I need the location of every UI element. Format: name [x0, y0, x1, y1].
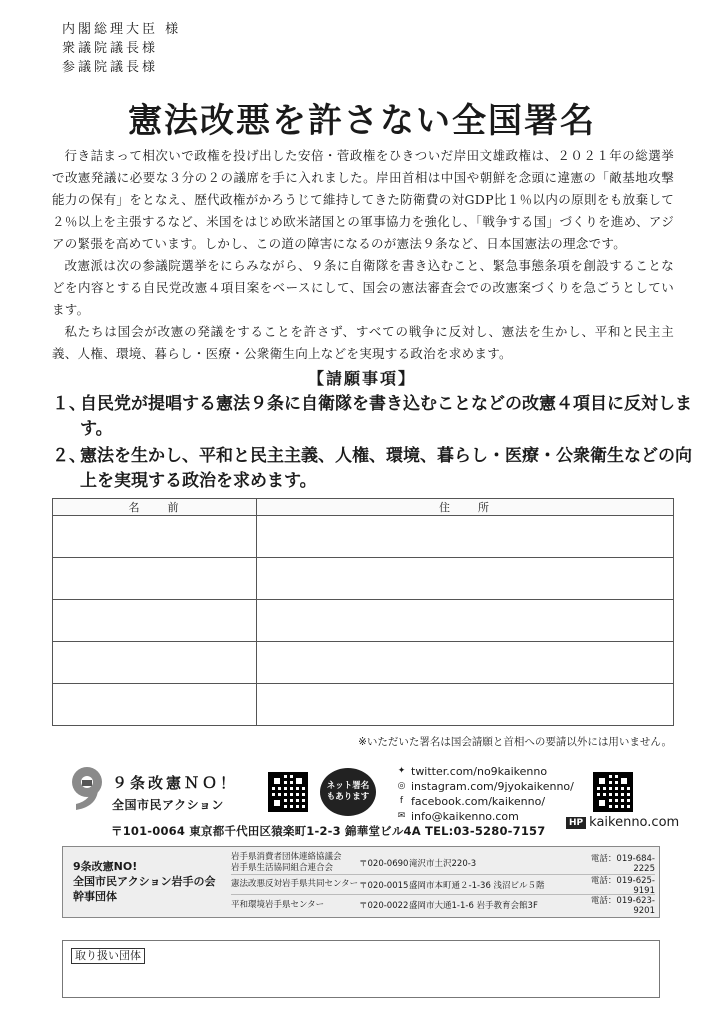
address-column-header: 住 所: [257, 499, 674, 516]
homepage-url: kaikenno.com: [589, 815, 680, 830]
committee-name-line: 幹事団体: [73, 890, 117, 903]
committee-name-line: 全国市民アクション岩手の会: [73, 875, 216, 888]
committee-org: [231, 879, 359, 890]
net-badge-line1: ネット署名: [326, 781, 370, 791]
committee-row: [231, 875, 655, 895]
twitter-link[interactable]: [396, 764, 574, 779]
signature-table: [52, 498, 674, 726]
petition-item: [52, 444, 692, 494]
name-cell[interactable]: [53, 516, 257, 558]
table-row: [53, 642, 674, 684]
name-cell[interactable]: [53, 642, 257, 684]
body-paragraph: 私たちは国会が改憲の発議をすることを許さず、すべての戦争に反対し、憲法を生かし、平和と民主主義、人権、環境、暮らし・医療・公衆衛生向上などを実現する政治を求めます。: [52, 324, 674, 361]
addressee-upper-house: 参議院議長様: [62, 60, 159, 75]
facebook-icon: f: [399, 796, 404, 806]
org-name-line1: ９条改憲ＮＯ！: [112, 774, 239, 792]
petition-item: [52, 392, 692, 442]
committee-tel: 電話：019-623-9201: [590, 896, 655, 916]
mail-icon: ✉: [397, 811, 406, 821]
body-paragraph: 行き詰まって相次いで政権を投げ出した安倍・菅政権をひきついだ岸田文雄政権は、２０２１年の総選挙で改憲発議に必要な３分の２の議席を手に入れました。岸田首相は中国や朝鮮を念頭に違憲の「敵基地攻撃能力の保有」をとなえ、歴代政権がかろうじて維持してきた防衛費の対GDP比１％以内の原則をも放棄して２％以上を主張するなど、米国をはじめ欧米諸国との軍事協力を強化し、「戦争する国」づくりを進め、アジアの緊張を高めています。しかし、この道の障害になるのが憲法９条など、日本国憲法の理念です。: [52, 148, 674, 251]
qr-code-icon[interactable]: [593, 772, 633, 812]
address-cell[interactable]: [257, 642, 674, 684]
committee-row: [231, 895, 655, 915]
committee-row: [231, 851, 655, 875]
net-badge-line2: もあります: [326, 792, 370, 802]
instagram-icon: ◎: [397, 781, 406, 791]
petition-item-number: １、: [52, 394, 86, 414]
org-address: 〒101-0064 東京都千代田区猿楽町1-2-3 錦華堂ビル4A TEL:03-5280-7157: [111, 824, 546, 838]
petition-item-text: 自民党が提唱する憲法９条に自衛隊を書き込むことなどの改憲４項目に反対します。: [80, 394, 692, 439]
homepage-link[interactable]: [566, 815, 679, 830]
facebook-link-text: facebook.com/kaikenno/: [411, 795, 546, 808]
qr-code-icon[interactable]: [268, 772, 308, 812]
committee-org-line: 岩手県生活協同組合連合会: [231, 862, 334, 873]
net-signature-badge: [320, 768, 376, 816]
name-column-header: 名 前: [53, 499, 257, 516]
body-text: [52, 145, 674, 365]
mail-link-text: info@kaikenno.com: [411, 810, 519, 823]
table-row: [53, 600, 674, 642]
body-paragraph: 改憲派は次の参議院選挙をにらみながら、９条に自衛隊を書き込むこと、緊急事態条項を創設することなどを内容とする自民党改憲４項目案をベースにして、国会の憲法審査会での改憲案づくりを急ごうとしています。: [52, 258, 674, 317]
address-cell[interactable]: [257, 558, 674, 600]
org-name-line2: 全国市民アクション: [112, 798, 224, 812]
committee-org-line: 岩手県消費者団体連絡協議会: [231, 851, 342, 862]
name-cell[interactable]: [53, 600, 257, 642]
addressees: [62, 20, 181, 77]
committee-address: 盛岡市大通1-1-6 岩手教育会館3F: [409, 901, 538, 911]
committee-address: 盛岡市本町通２-1-36 浅沼ビル５階: [409, 880, 545, 891]
facebook-link[interactable]: [396, 794, 574, 809]
committee-zip: 〒020-0015: [359, 880, 409, 891]
page-title: 憲法改悪を許さない全国署名: [128, 101, 596, 141]
committee-box: [62, 846, 660, 918]
addressee-lower-house: 衆議院議長様: [62, 41, 159, 56]
table-row: [53, 516, 674, 558]
instagram-link[interactable]: [396, 779, 574, 794]
committee-address: 滝沢市土沢220-3: [409, 858, 477, 869]
committee-org: [231, 852, 359, 874]
committee-name-line: 9条改憲NO!: [73, 860, 138, 873]
petition-item-number: ２、: [52, 446, 86, 466]
committee-org-line: 憲法改悪反対岩手県共同センター: [231, 879, 359, 889]
usage-note: ※いただいた署名は国会請願と首相への要請以外には用いません。: [358, 736, 672, 748]
address-cell[interactable]: [257, 600, 674, 642]
address-cell[interactable]: [257, 516, 674, 558]
social-links: [396, 764, 574, 824]
committee-zip: 〒020-0022: [359, 901, 409, 911]
twitter-link-text: twitter.com/no9kaikenno: [411, 765, 548, 778]
committee-tel: 電話：019-625-9191: [590, 875, 655, 896]
addressee-pm: 内閣総理大臣 様: [62, 22, 182, 37]
petition-heading: 【請願事項】: [307, 369, 416, 388]
instagram-link-text: instagram.com/9jyokaikenno/: [411, 780, 574, 793]
committee-tel: 電話：019-684-2225: [590, 853, 655, 874]
committee-name: [73, 859, 215, 904]
committee-org: [231, 900, 359, 911]
petition-items: [52, 392, 692, 496]
committee-org-line: 平和環境岩手県センター: [231, 899, 325, 910]
name-cell[interactable]: [53, 684, 257, 726]
nine-logo-icon: [68, 766, 106, 812]
name-cell[interactable]: [53, 558, 257, 600]
committee-zip: 〒020-0690: [359, 858, 409, 869]
handling-organization-label: 取り扱い団体: [71, 948, 145, 964]
petition-item-text: 憲法を生かし、平和と民主主義、人権、環境、暮らし・医療・公衆衛生などの向上を実現する政治を求めます。: [80, 446, 692, 491]
committee-members: [231, 851, 655, 915]
handling-organization-box[interactable]: [62, 940, 660, 998]
table-row: [53, 558, 674, 600]
org-name: [112, 772, 238, 813]
address-cell[interactable]: [257, 684, 674, 726]
mail-link[interactable]: [396, 809, 574, 824]
table-row: [53, 684, 674, 726]
twitter-icon: ✦: [397, 766, 406, 776]
hp-badge: HP: [566, 817, 586, 829]
